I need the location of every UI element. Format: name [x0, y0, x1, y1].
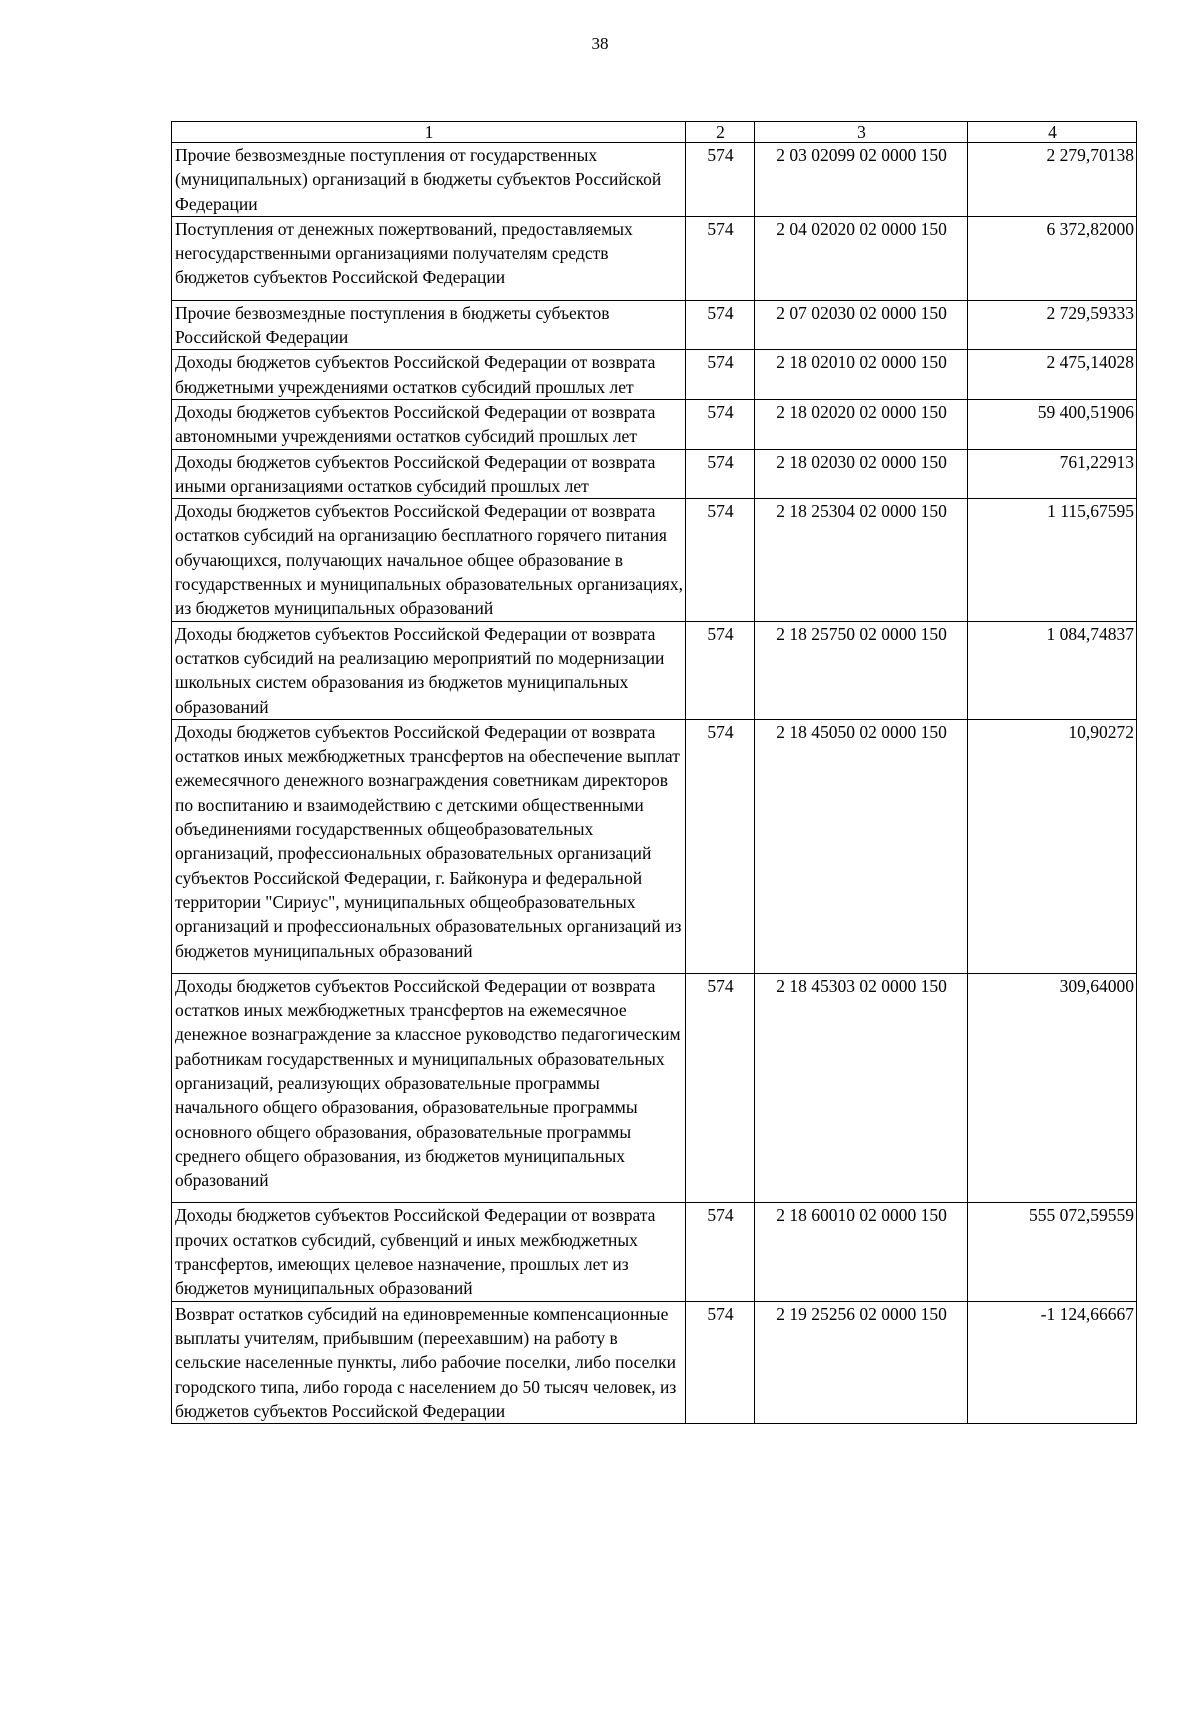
row-admin-code: 574 — [686, 1301, 755, 1423]
table-row — [172, 621, 1137, 719]
row-amount: -1 124,66667 — [968, 1301, 1137, 1423]
table-row — [172, 350, 1137, 400]
row-amount: 1 115,67595 — [968, 499, 1137, 621]
row-description: Доходы бюджетов субъектов Российской Федерации от возврата автономными учреждениями остатков субсидий прошлых лет — [172, 399, 686, 449]
column-header-1: 1 — [172, 122, 686, 143]
column-header-4: 4 — [968, 122, 1137, 143]
row-budget-code: 2 18 25750 02 0000 150 — [755, 621, 968, 719]
column-header-2: 2 — [686, 122, 755, 143]
page-number: 38 — [591, 34, 609, 53]
row-budget-code: 2 07 02030 02 0000 150 — [755, 300, 968, 350]
table-row — [172, 1203, 1137, 1301]
row-description: Прочие безвозмездные поступления от государственных (муниципальных) организаций в бюджеты субъектов Российской Федерации — [172, 143, 686, 217]
table-row — [172, 143, 1137, 217]
row-amount: 2 279,70138 — [968, 143, 1137, 217]
row-budget-code: 2 18 02020 02 0000 150 — [755, 399, 968, 449]
row-description: Доходы бюджетов субъектов Российской Федерации от возврата остатков иных межбюджетных трансфертов на ежемесячное денежное вознаграждение за классное руководство педагогическим работникам государственных и муниципальных образовательных организаций, реализующих образовательные программы начального общего образования, образовательные программы основного общего образования, образовательные программы среднего общего образования, из бюджетов муниципальных образований — [172, 973, 686, 1203]
row-admin-code: 574 — [686, 350, 755, 400]
row-admin-code: 574 — [686, 300, 755, 350]
row-amount: 1 084,74837 — [968, 621, 1137, 719]
table-row — [172, 719, 1137, 973]
row-description: Поступления от денежных пожертвований, предоставляемых негосударственными организациями получателям средств бюджетов субъектов Российской Федерации — [172, 216, 686, 300]
row-budget-code: 2 18 60010 02 0000 150 — [755, 1203, 968, 1301]
row-admin-code: 574 — [686, 719, 755, 973]
row-admin-code: 574 — [686, 973, 755, 1203]
row-budget-code: 2 19 25256 02 0000 150 — [755, 1301, 968, 1423]
table-row — [172, 499, 1137, 621]
row-budget-code: 2 18 45303 02 0000 150 — [755, 973, 968, 1203]
table-row — [172, 973, 1137, 1203]
row-amount: 6 372,82000 — [968, 216, 1137, 300]
table-row — [172, 300, 1137, 350]
row-budget-code: 2 18 02010 02 0000 150 — [755, 350, 968, 400]
row-description: Доходы бюджетов субъектов Российской Федерации от возврата остатков субсидий на организацию бесплатного горячего питания обучающихся, получающих начальное общее образование в государственных и муниципальных образовательных организациях, из бюджетов муниципальных образований — [172, 499, 686, 621]
row-admin-code: 574 — [686, 143, 755, 217]
column-header-3: 3 — [755, 122, 968, 143]
row-amount: 761,22913 — [968, 449, 1137, 499]
row-description: Доходы бюджетов субъектов Российской Федерации от возврата иными организациями остатков субсидий прошлых лет — [172, 449, 686, 499]
row-description: Доходы бюджетов субъектов Российской Федерации от возврата остатков иных межбюджетных трансфертов на обеспечение выплат ежемесячного денежного вознаграждения советникам директоров по воспитанию и взаимодействию с детскими общественными объединениями государственных общеобразовательных организаций, профессиональных образовательных организаций субъектов Российской Федерации, г. Байконура и федеральной территории "Сириус", муниципальных общеобразовательных организаций и профессиональных образовательных организаций из бюджетов муниципальных образований — [172, 719, 686, 973]
row-admin-code: 574 — [686, 621, 755, 719]
row-admin-code: 574 — [686, 1203, 755, 1301]
row-budget-code: 2 18 02030 02 0000 150 — [755, 449, 968, 499]
row-amount: 59 400,51906 — [968, 399, 1137, 449]
revenue-table — [171, 121, 1137, 1424]
row-description: Доходы бюджетов субъектов Российской Федерации от возврата бюджетными учреждениями остатков субсидий прошлых лет — [172, 350, 686, 400]
row-amount: 2 729,59333 — [968, 300, 1137, 350]
row-budget-code: 2 18 45050 02 0000 150 — [755, 719, 968, 973]
table-row — [172, 216, 1137, 300]
row-amount: 10,90272 — [968, 719, 1137, 973]
row-admin-code: 574 — [686, 499, 755, 621]
row-budget-code: 2 18 25304 02 0000 150 — [755, 499, 968, 621]
row-description: Доходы бюджетов субъектов Российской Федерации от возврата прочих остатков субсидий, субвенций и иных межбюджетных трансфертов, имеющих целевое назначение, прошлых лет из бюджетов муниципальных образований — [172, 1203, 686, 1301]
row-budget-code: 2 03 02099 02 0000 150 — [755, 143, 968, 217]
row-admin-code: 574 — [686, 399, 755, 449]
table-header-row — [172, 122, 1137, 143]
table-row — [172, 1301, 1137, 1423]
table-row — [172, 399, 1137, 449]
row-description: Прочие безвозмездные поступления в бюджеты субъектов Российской Федерации — [172, 300, 686, 350]
row-amount: 2 475,14028 — [968, 350, 1137, 400]
row-admin-code: 574 — [686, 216, 755, 300]
row-budget-code: 2 04 02020 02 0000 150 — [755, 216, 968, 300]
row-amount: 309,64000 — [968, 973, 1137, 1203]
table-row — [172, 449, 1137, 499]
row-description: Возврат остатков субсидий на единовременные компенсационные выплаты учителям, прибывшим (переехавшим) на работу в сельские населенные пункты, либо рабочие поселки, либо поселки городского типа, либо города с населением до 50 тысяч человек, из бюджетов субъектов Российской Федерации — [172, 1301, 686, 1423]
row-amount: 555 072,59559 — [968, 1203, 1137, 1301]
row-description: Доходы бюджетов субъектов Российской Федерации от возврата остатков субсидий на реализацию мероприятий по модернизации школьных систем образования из бюджетов муниципальных образований — [172, 621, 686, 719]
row-admin-code: 574 — [686, 449, 755, 499]
